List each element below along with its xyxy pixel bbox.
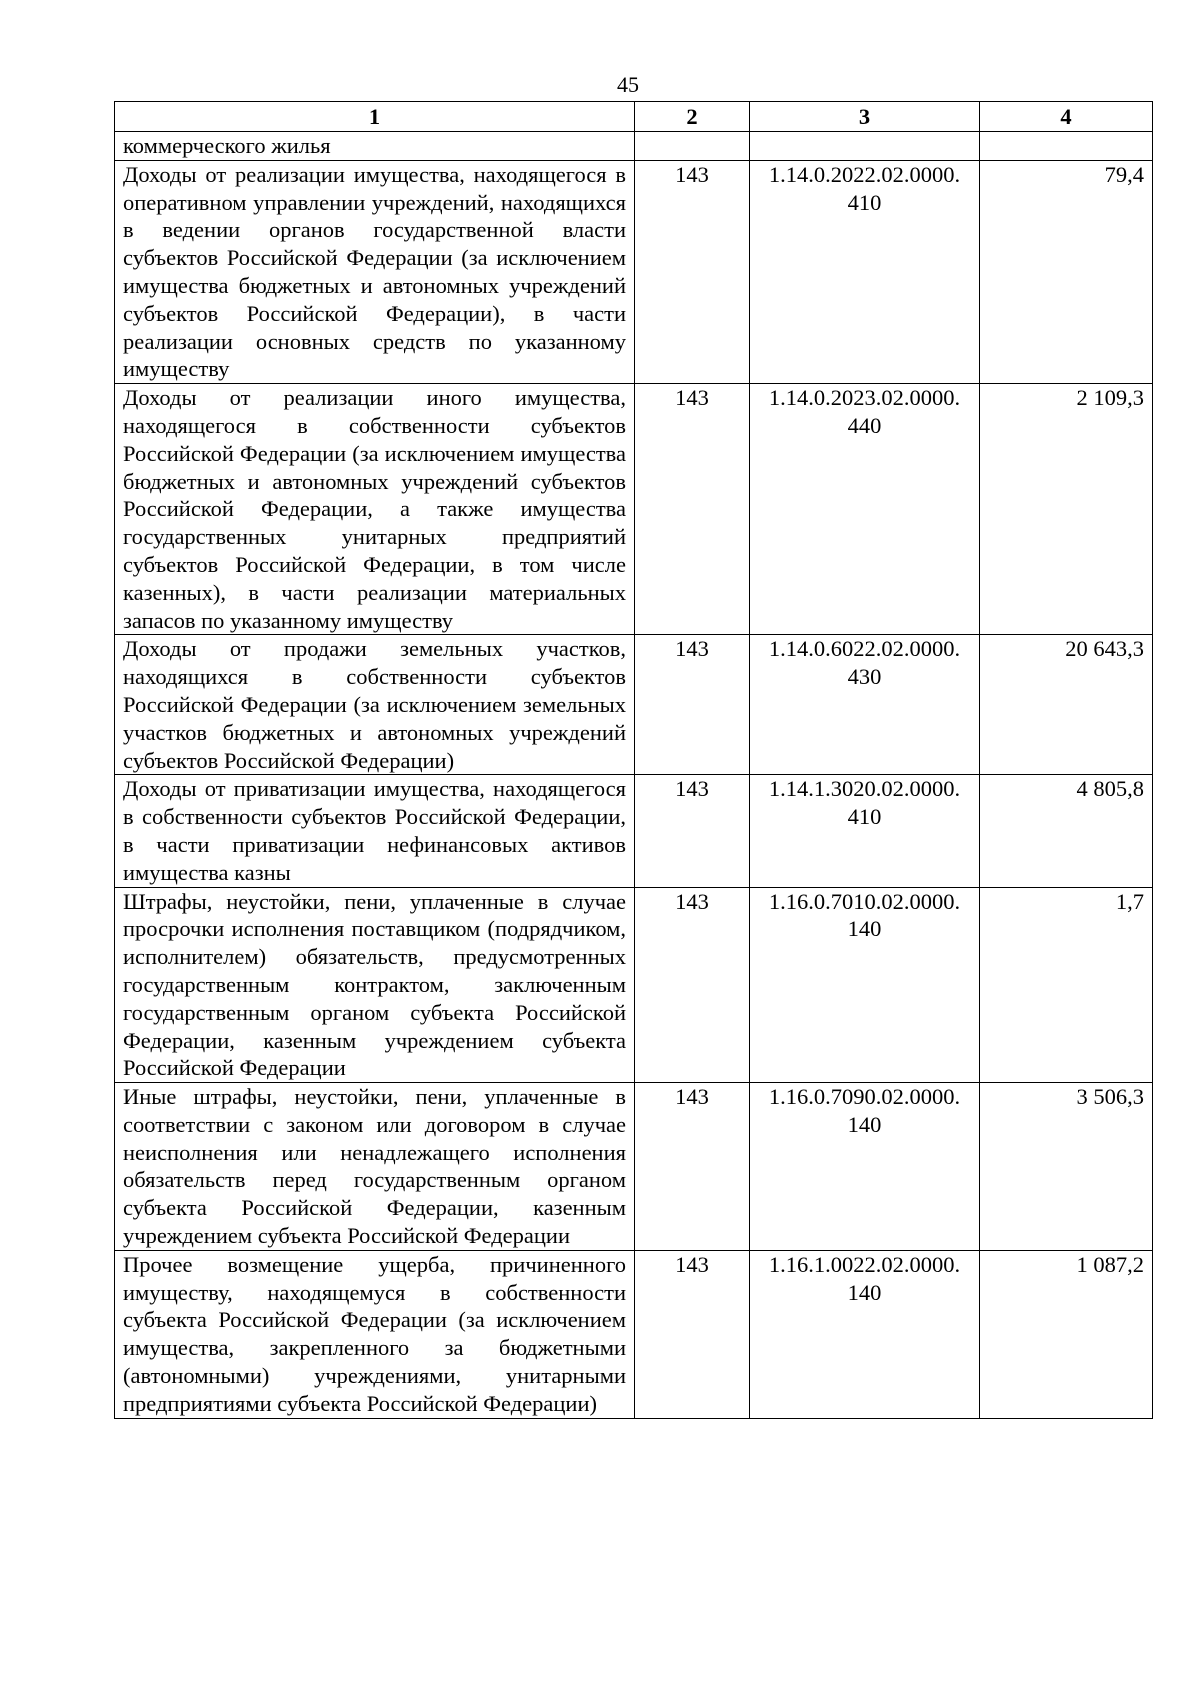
budget-classification-code: 1.16.0.7090.02.0000. 140 [750, 1083, 980, 1251]
admin-code: 143 [635, 160, 750, 383]
amount [980, 132, 1153, 161]
table-row [115, 160, 1153, 383]
amount: 4 805,8 [980, 775, 1153, 887]
budget-classification-code [750, 132, 980, 161]
column-header: 1 [115, 102, 635, 132]
revenue-description: Иные штрафы, неустойки, пени, уплаченные в соответствии с законом или договором в случае неисполнения или ненадлежащего исполнения обязательств перед государственным органом субъекта Российской Федерации, казенным учреждением субъекта Российской Федерации [115, 1083, 635, 1251]
admin-code: 143 [635, 887, 750, 1083]
amount: 1 087,2 [980, 1250, 1153, 1418]
column-header: 3 [750, 102, 980, 132]
page-number: 45 [617, 72, 639, 97]
revenue-table [114, 101, 1153, 1419]
admin-code: 143 [635, 384, 750, 635]
amount: 3 506,3 [980, 1083, 1153, 1251]
table-row [115, 132, 1153, 161]
admin-code: 143 [635, 635, 750, 775]
amount: 20 643,3 [980, 635, 1153, 775]
amount: 1,7 [980, 887, 1153, 1083]
admin-code: 143 [635, 775, 750, 887]
revenue-description: Доходы от реализации имущества, находящегося в оперативном управлении учреждений, находящихся в ведении органов государственной власти субъектов Российской Федерации (за исключением имущества бюджетных и автономных учреждений субъектов Российской Федерации), в части реализации основных средств по указанному имуществу [115, 160, 635, 383]
budget-classification-code: 1.14.0.2022.02.0000. 410 [750, 160, 980, 383]
column-header: 2 [635, 102, 750, 132]
table-row [115, 1250, 1153, 1418]
table-row [115, 384, 1153, 635]
revenue-description: Доходы от реализации иного имущества, находящегося в собственности субъектов Российской Федерации (за исключением имущества бюджетных и автономных учреждений субъектов Российской Федерации, а также имущества государственных унитарных предприятий субъектов Российской Федерации, в том числе казенных), в части реализации материальных запасов по указанному имуществу [115, 384, 635, 635]
amount: 2 109,3 [980, 384, 1153, 635]
admin-code: 143 [635, 1250, 750, 1418]
budget-classification-code: 1.14.0.6022.02.0000. 430 [750, 635, 980, 775]
table-row [115, 775, 1153, 887]
revenue-description: коммерческого жилья [115, 132, 635, 161]
budget-classification-code: 1.16.0.7010.02.0000. 140 [750, 887, 980, 1083]
admin-code [635, 132, 750, 161]
budget-classification-code: 1.16.1.0022.02.0000. 140 [750, 1250, 980, 1418]
budget-classification-code: 1.14.0.2023.02.0000. 440 [750, 384, 980, 635]
revenue-description: Прочее возмещение ущерба, причиненного имуществу, находящемуся в собственности субъекта Российской Федерации (за исключением имущества, закрепленного за бюджетными (автономными) учреждениями, унитарными предприятиями субъекта Российской Федерации) [115, 1250, 635, 1418]
table-header-row [115, 102, 1153, 132]
amount: 79,4 [980, 160, 1153, 383]
table-row [115, 1083, 1153, 1251]
admin-code: 143 [635, 1083, 750, 1251]
table-row [115, 635, 1153, 775]
budget-classification-code: 1.14.1.3020.02.0000. 410 [750, 775, 980, 887]
table-row [115, 887, 1153, 1083]
revenue-description: Штрафы, неустойки, пени, уплаченные в случае просрочки исполнения поставщиком (подрядчиком, исполнителем) обязательств, предусмотренных государственным контрактом, заключенным государственным органом субъекта Российской Федерации, казенным учреждением субъекта Российской Федерации [115, 887, 635, 1083]
revenue-description: Доходы от приватизации имущества, находящегося в собственности субъектов Российской Федерации, в части приватизации нефинансовых активов имущества казны [115, 775, 635, 887]
revenue-description: Доходы от продажи земельных участков, находящихся в собственности субъектов Российской Федерации (за исключением земельных участков бюджетных и автономных учреждений субъектов Российской Федерации) [115, 635, 635, 775]
column-header: 4 [980, 102, 1153, 132]
